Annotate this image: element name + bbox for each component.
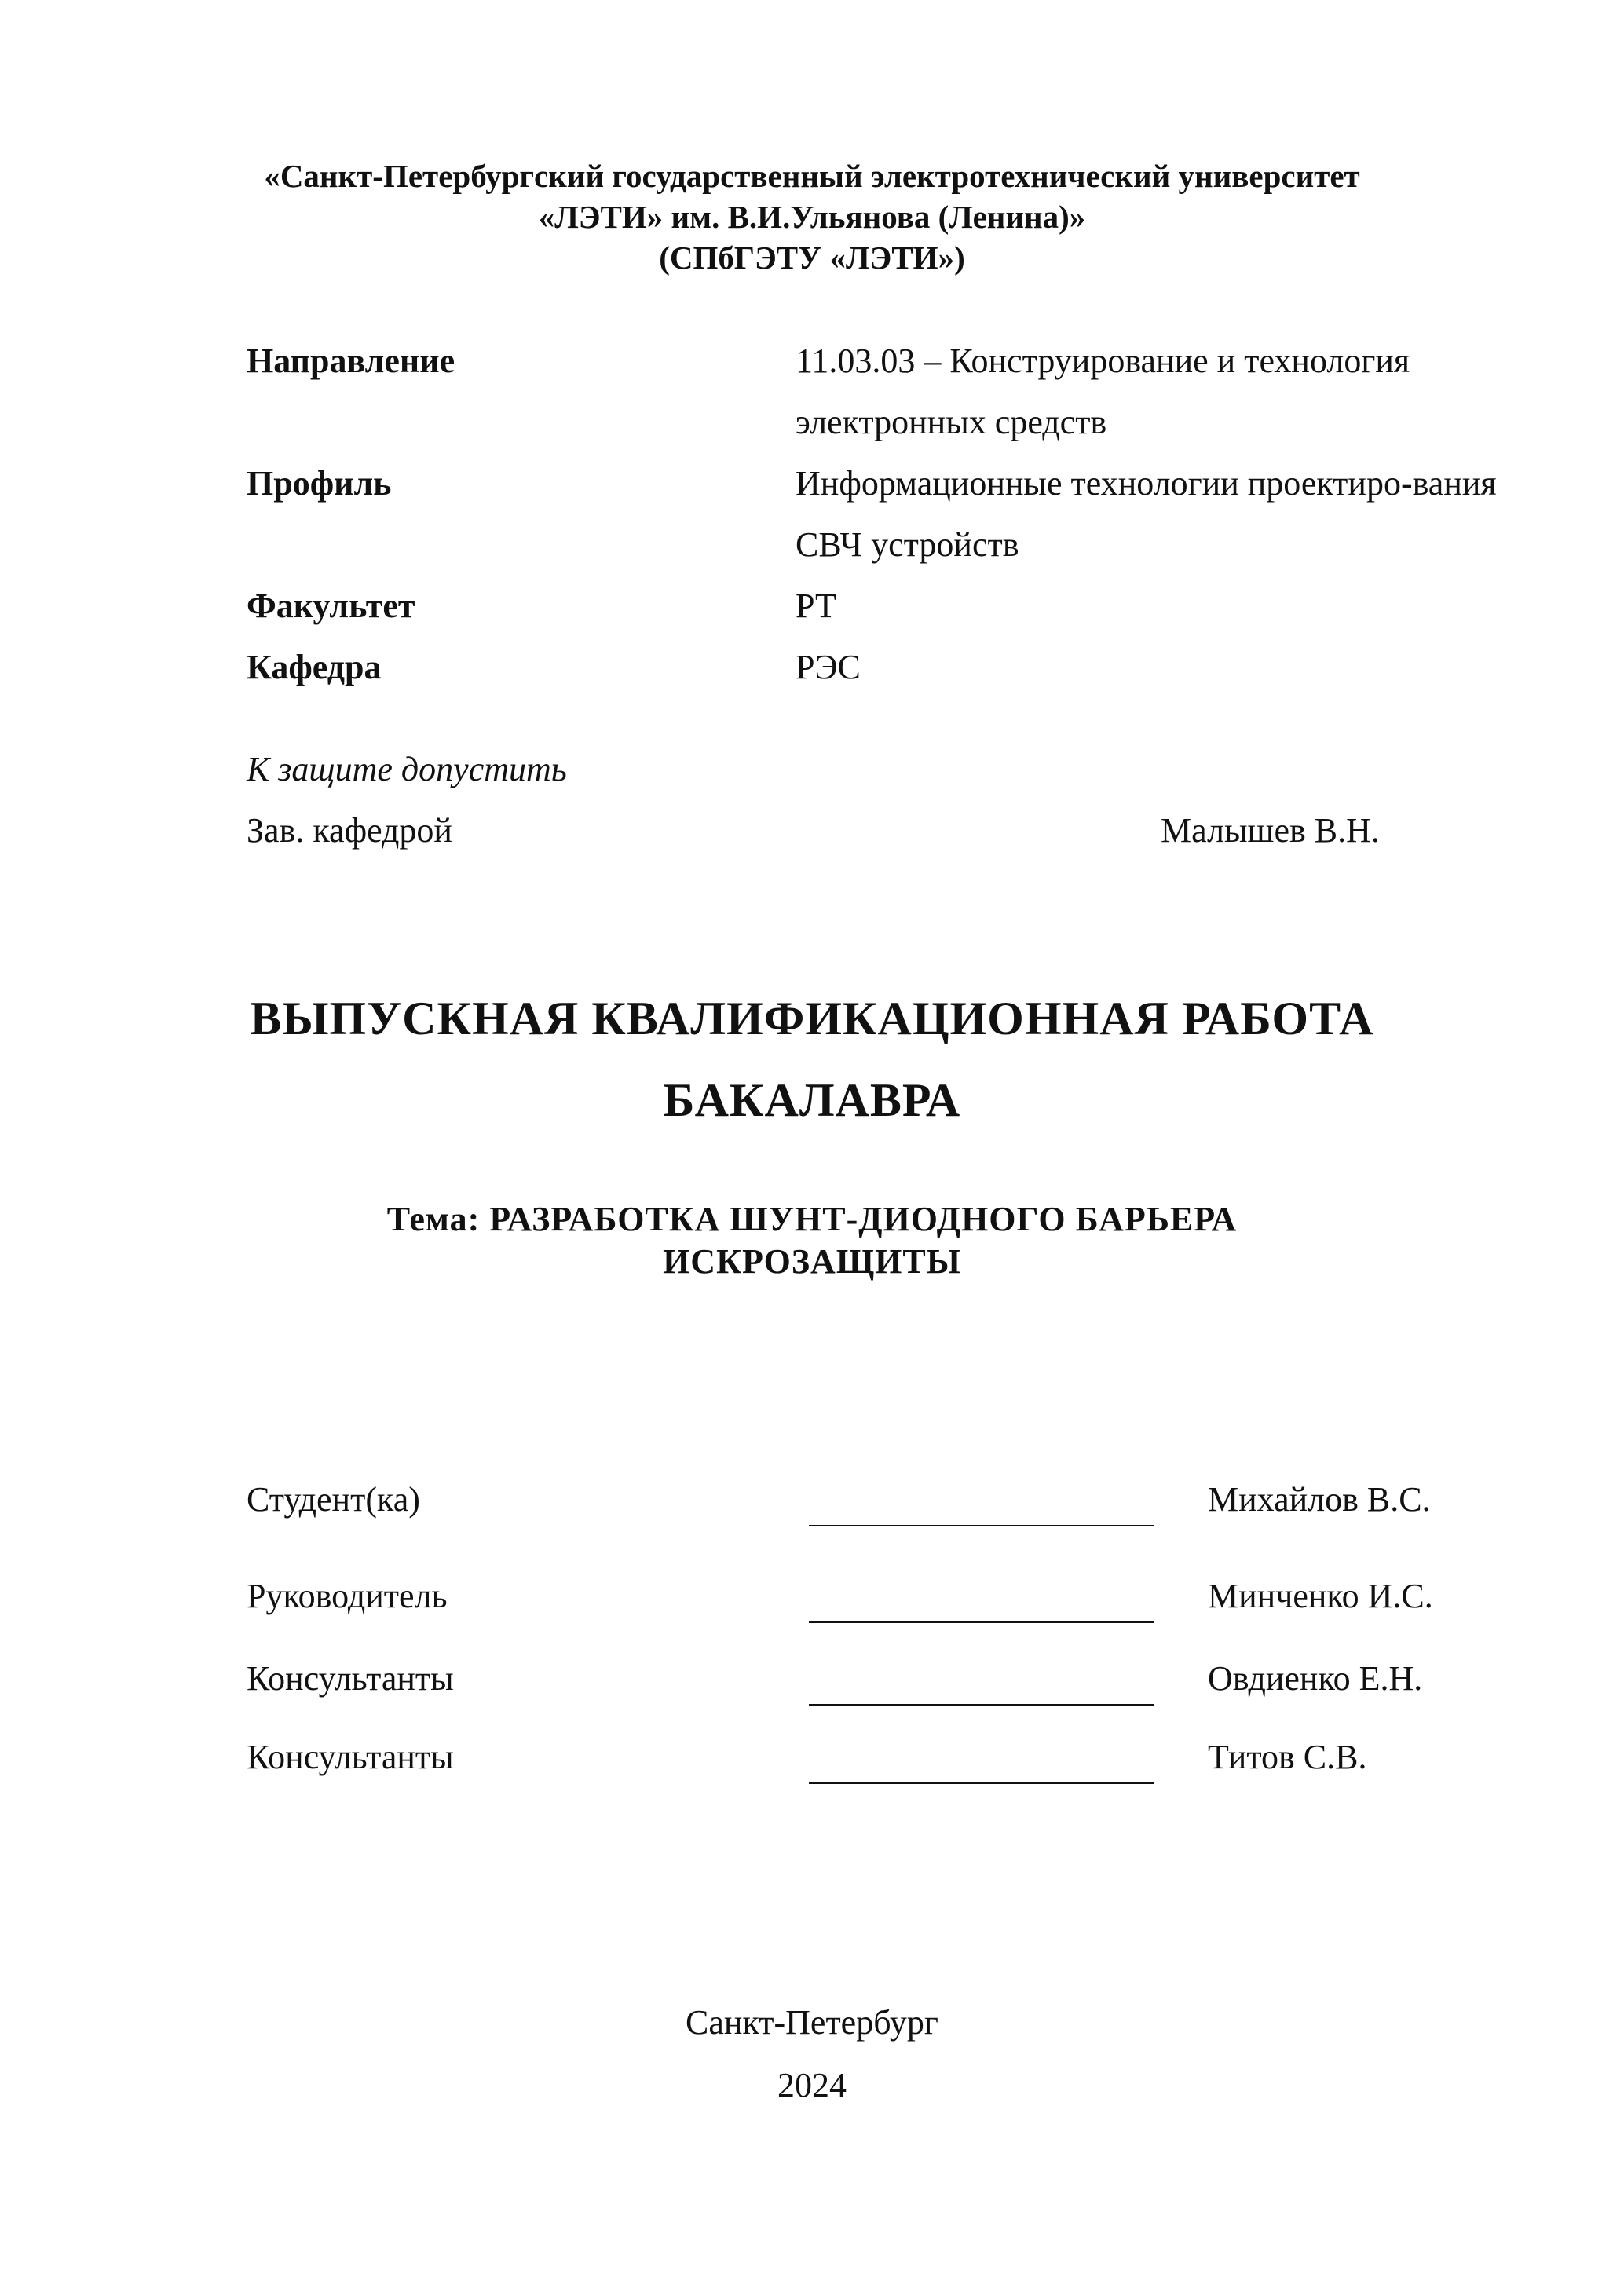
document-title-line2: БАКАЛАВРА [663, 1074, 961, 1126]
info-label-department: Кафедра [247, 648, 382, 686]
info-label-faculty: Факультет [247, 587, 415, 625]
signature-line-supervisor [809, 1621, 1154, 1623]
signature-name-consultant-1: Овдиенко Е.Н. [1208, 1659, 1423, 1698]
footer-city: Санкт-Петербург [686, 2003, 938, 2042]
university-name-line1: «Санкт-Петербургский государственный электротехнический университет [264, 158, 1360, 194]
signature-line-consultant-1 [809, 1704, 1154, 1706]
document-title-line1: ВЫПУСКНАЯ КВАЛИФИКАЦИОННАЯ РАБОТА [250, 993, 1374, 1044]
signature-name-student: Михайлов В.С. [1208, 1480, 1431, 1519]
university-name-line2: «ЛЭТИ» им. В.И.Ульянова (Ленина)» [538, 199, 1086, 235]
signature-line-consultant-2 [809, 1782, 1154, 1784]
footer-year: 2024 [777, 2066, 847, 2104]
info-label-direction: Направление [247, 342, 455, 380]
university-abbreviation: (СПбГЭТУ «ЛЭТИ») [659, 239, 965, 276]
info-label-profile: Профиль [247, 464, 392, 503]
admission-role: Зав. кафедрой [247, 811, 452, 850]
signature-role-consultant-1: Консультанты [247, 1659, 454, 1698]
admission-name: Малышев В.Н. [1161, 811, 1380, 850]
signature-name-consultant-2: Титов С.В. [1208, 1738, 1367, 1776]
info-value-department: РЭС [796, 648, 861, 686]
signature-role-supervisor: Руководитель [247, 1577, 448, 1615]
topic-line2: ИСКРОЗАЩИТЫ [663, 1242, 961, 1281]
info-value-profile: Информационные технологии проектиро-вания СВЧ устройств [796, 464, 1497, 564]
signature-role-consultant-2: Консультанты [247, 1738, 454, 1776]
signature-role-student: Студент(ка) [247, 1480, 420, 1519]
info-value-direction: 11.03.03 – Конструирование и технология электронных средств [796, 342, 1410, 441]
topic-line1: Тема: РАЗРАБОТКА ШУНТ-ДИОДНОГО БАРЬЕРА [386, 1200, 1238, 1238]
info-value-faculty: РТ [796, 587, 836, 625]
signature-name-supervisor: Минченко И.С. [1208, 1577, 1433, 1615]
admission-note: К защите допустить [247, 750, 567, 788]
signature-line-student [809, 1525, 1154, 1526]
